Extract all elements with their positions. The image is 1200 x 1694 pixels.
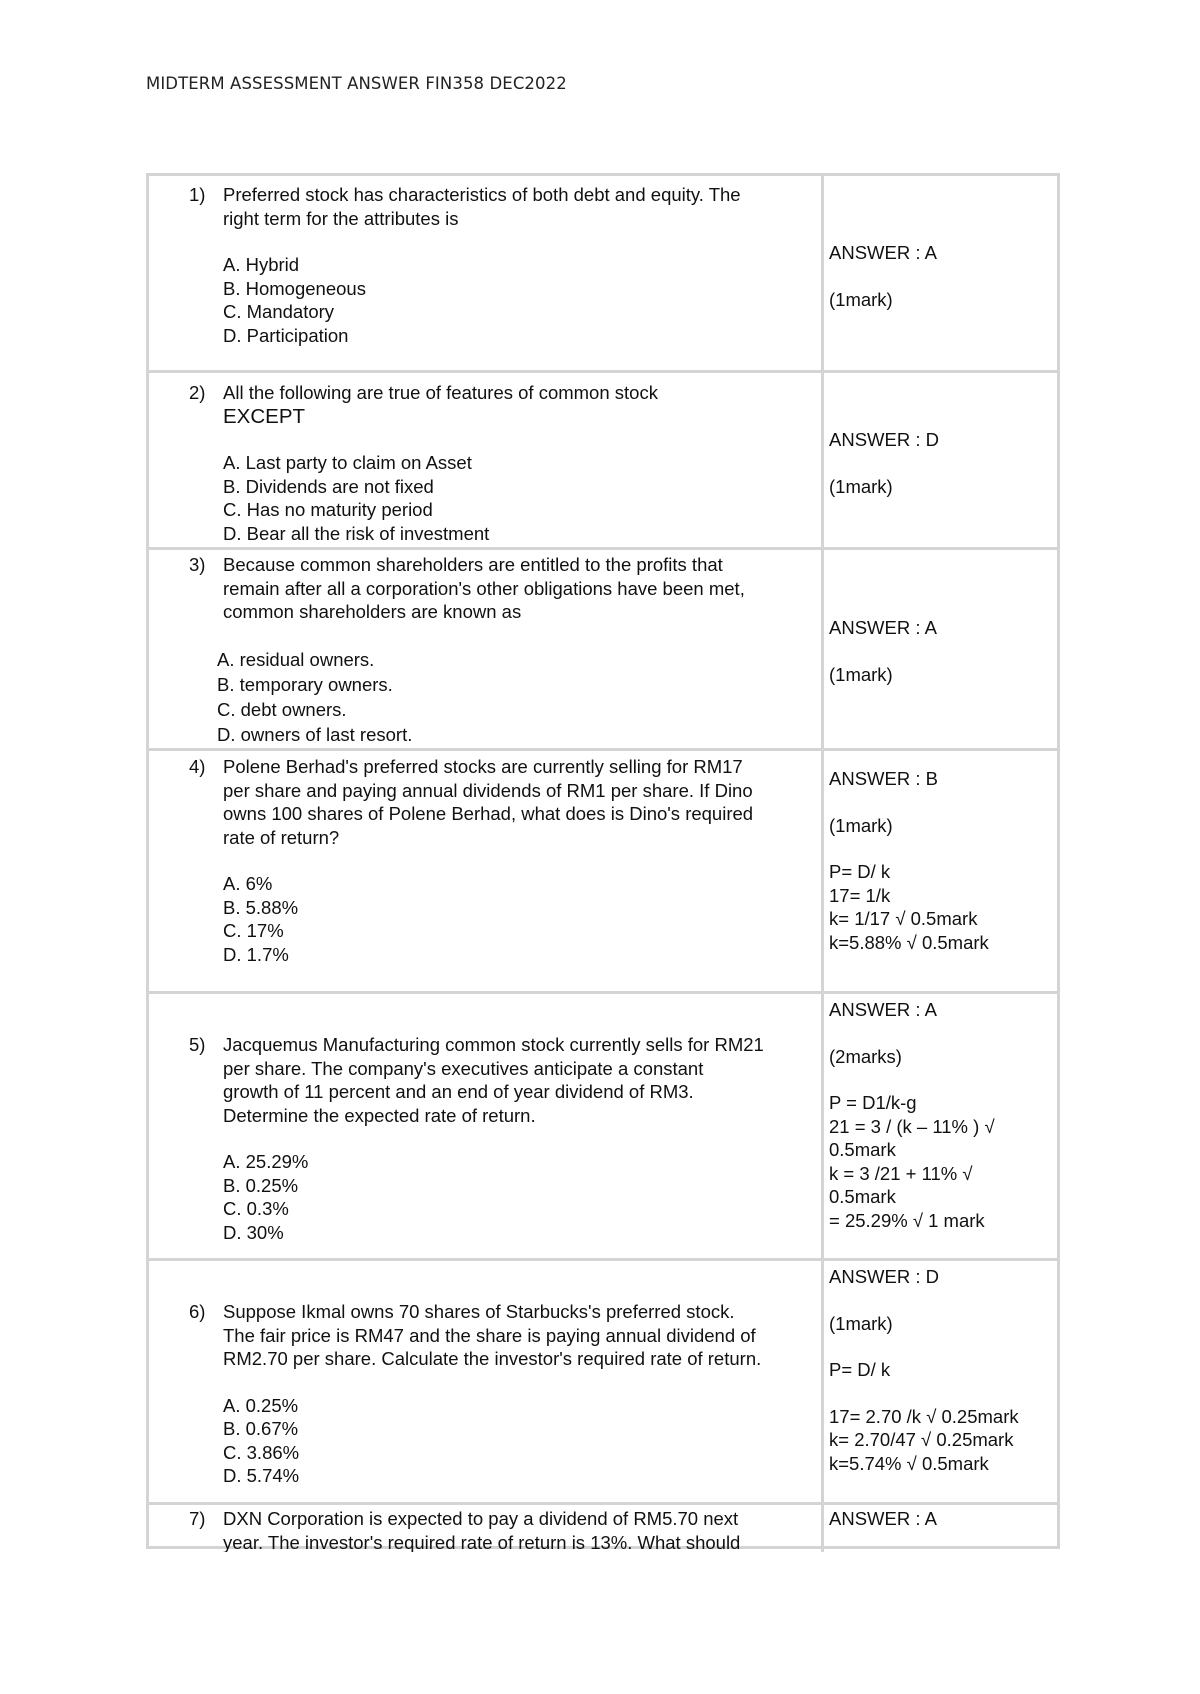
question-stem-line: Because common shareholders are entitled to the profits that — [223, 554, 723, 575]
option-c: C. 17% — [223, 920, 284, 941]
marks-label: (1mark) — [829, 475, 893, 497]
question-number: 4) — [189, 756, 206, 777]
working-line: = 25.29% √ 1 mark — [829, 1209, 985, 1231]
question-body — [223, 1300, 823, 1488]
question-body — [217, 553, 823, 747]
answer-cell — [829, 241, 1057, 311]
option-d: D. Participation — [223, 324, 349, 346]
question-row-6 — [149, 1261, 1057, 1505]
question-body — [223, 1507, 823, 1552]
answer-cell — [829, 767, 1057, 954]
working-line: 21 = 3 / (k – 11% ) √ — [829, 1115, 995, 1137]
option-b: B. 0.25% — [223, 1174, 299, 1196]
question-stem-line: All the following are true of features of common stock — [223, 382, 658, 403]
answer-cell — [829, 616, 1057, 686]
working-line: k= 1/17 √ 0.5mark — [829, 908, 978, 929]
answer-label: ANSWER : B — [829, 768, 938, 789]
question-stem-line: Suppose Ikmal owns 70 shares of Starbucks's preferred stock. — [223, 1301, 735, 1322]
question-number: 1) — [189, 184, 206, 205]
working-line: 0.5mark — [829, 1139, 896, 1160]
option-b: B. Homogeneous — [223, 277, 366, 299]
option-b: B. 5.88% — [223, 896, 299, 918]
marks-label: (1mark) — [829, 663, 893, 685]
question-row-7 — [149, 1505, 1057, 1552]
question-body — [223, 381, 823, 545]
question-stem-line: remain after all a corporation's other obligations have been met, — [223, 577, 745, 599]
question-stem-line: EXCEPT — [223, 404, 306, 428]
option-d: D. owners of last resort. — [217, 723, 413, 745]
option-a: A. 6% — [223, 873, 273, 894]
question-number: 3) — [189, 554, 206, 575]
question-stem-line: year. The investor's required rate of return is 13%. What should — [223, 1531, 741, 1552]
question-row-3 — [149, 550, 1057, 751]
option-a: A. 25.29% — [223, 1151, 309, 1172]
answer-label: ANSWER : A — [829, 999, 937, 1020]
question-row-4 — [149, 751, 1057, 994]
answer-cell — [829, 428, 1057, 498]
question-stem-line: Preferred stock has characteristics of both debt and equity. The — [223, 184, 741, 205]
working-line: P= D/ k — [829, 861, 891, 882]
question-stem-line: right term for the attributes is — [223, 207, 459, 229]
question-row-5 — [149, 994, 1057, 1261]
question-stem-line: per share and paying annual dividends of RM1 per share. If Dino — [223, 779, 753, 801]
working-line: k= 2.70/47 √ 0.25mark — [829, 1429, 1014, 1450]
question-row-1 — [149, 176, 1057, 373]
option-d: D. 30% — [223, 1221, 284, 1243]
answer-label: ANSWER : A — [829, 1508, 937, 1529]
option-b: B. 0.67% — [223, 1418, 299, 1439]
page-header: MIDTERM ASSESSMENT ANSWER FIN358 DEC2022 — [146, 74, 567, 93]
option-a: A. residual owners. — [217, 648, 375, 670]
answer-label: ANSWER : A — [829, 617, 937, 638]
question-stem-line: common shareholders are known as — [223, 601, 522, 622]
option-b: B. temporary owners. — [217, 673, 393, 695]
option-c: C. 3.86% — [223, 1441, 300, 1463]
answer-cell — [829, 1507, 1057, 1531]
question-body — [223, 755, 823, 966]
marks-label: (1mark) — [829, 814, 893, 836]
option-d: D. Bear all the risk of investment — [223, 522, 490, 544]
question-number: 6) — [189, 1301, 206, 1322]
working-line: k=5.88% √ 0.5mark — [829, 931, 989, 953]
question-stem-line: Polene Berhad's preferred stocks are currently selling for RM17 — [223, 756, 743, 777]
marks-label: (1mark) — [829, 1312, 893, 1334]
working-line: 17= 1/k — [829, 884, 891, 906]
option-c: C. Mandatory — [223, 301, 335, 322]
option-c: C. 0.3% — [223, 1198, 289, 1219]
option-c: C. debt owners. — [217, 698, 347, 720]
question-number: 7) — [189, 1508, 206, 1529]
option-d: D. 1.7% — [223, 943, 289, 965]
question-stem-line: owns 100 shares of Polene Berhad, what does is Dino's required — [223, 803, 754, 824]
question-number: 2) — [189, 382, 206, 403]
working-line: k=5.74% √ 0.5mark — [829, 1452, 989, 1474]
working-line: k = 3 /21 + 11% √ — [829, 1162, 973, 1184]
answer-label: ANSWER : A — [829, 242, 937, 263]
answer-label: ANSWER : D — [829, 1266, 939, 1287]
marks-label: (2marks) — [829, 1045, 902, 1067]
question-stem-line: growth of 11 percent and an end of year dividend of RM3. — [223, 1081, 694, 1102]
option-a: A. Hybrid — [223, 254, 300, 275]
question-table — [146, 173, 1060, 1552]
answer-label: ANSWER : D — [829, 429, 939, 450]
question-stem-line: RM2.70 per share. Calculate the investor's required rate of return. — [223, 1348, 762, 1369]
question-stem-line: The fair price is RM47 and the share is paying annual dividend of — [223, 1324, 756, 1346]
question-number: 5) — [189, 1034, 206, 1055]
question-body — [223, 183, 823, 347]
option-c: C. Has no maturity period — [223, 499, 433, 520]
working-line: P= D/ k — [829, 1359, 891, 1380]
working-line: 0.5mark — [829, 1186, 896, 1207]
question-stem-line: Jacquemus Manufacturing common stock currently sells for RM21 — [223, 1034, 764, 1055]
answer-cell — [829, 998, 1057, 1232]
option-d: D. 5.74% — [223, 1465, 300, 1486]
question-stem-line: Determine the expected rate of return. — [223, 1104, 536, 1126]
option-a: A. Last party to claim on Asset — [223, 452, 472, 473]
question-stem-line: DXN Corporation is expected to pay a dividend of RM5.70 next — [223, 1508, 739, 1529]
working-line: P = D1/k-g — [829, 1092, 917, 1113]
option-b: B. Dividends are not fixed — [223, 475, 434, 497]
question-stem-line: per share. The company's executives anticipate a constant — [223, 1057, 704, 1079]
question-stem-line: rate of return? — [223, 826, 340, 848]
marks-label: (1mark) — [829, 288, 893, 310]
option-a: A. 0.25% — [223, 1394, 299, 1416]
question-body — [223, 1033, 823, 1244]
question-row-2 — [149, 373, 1057, 550]
working-line: 17= 2.70 /k √ 0.25mark — [829, 1405, 1019, 1427]
answer-cell — [829, 1265, 1057, 1475]
